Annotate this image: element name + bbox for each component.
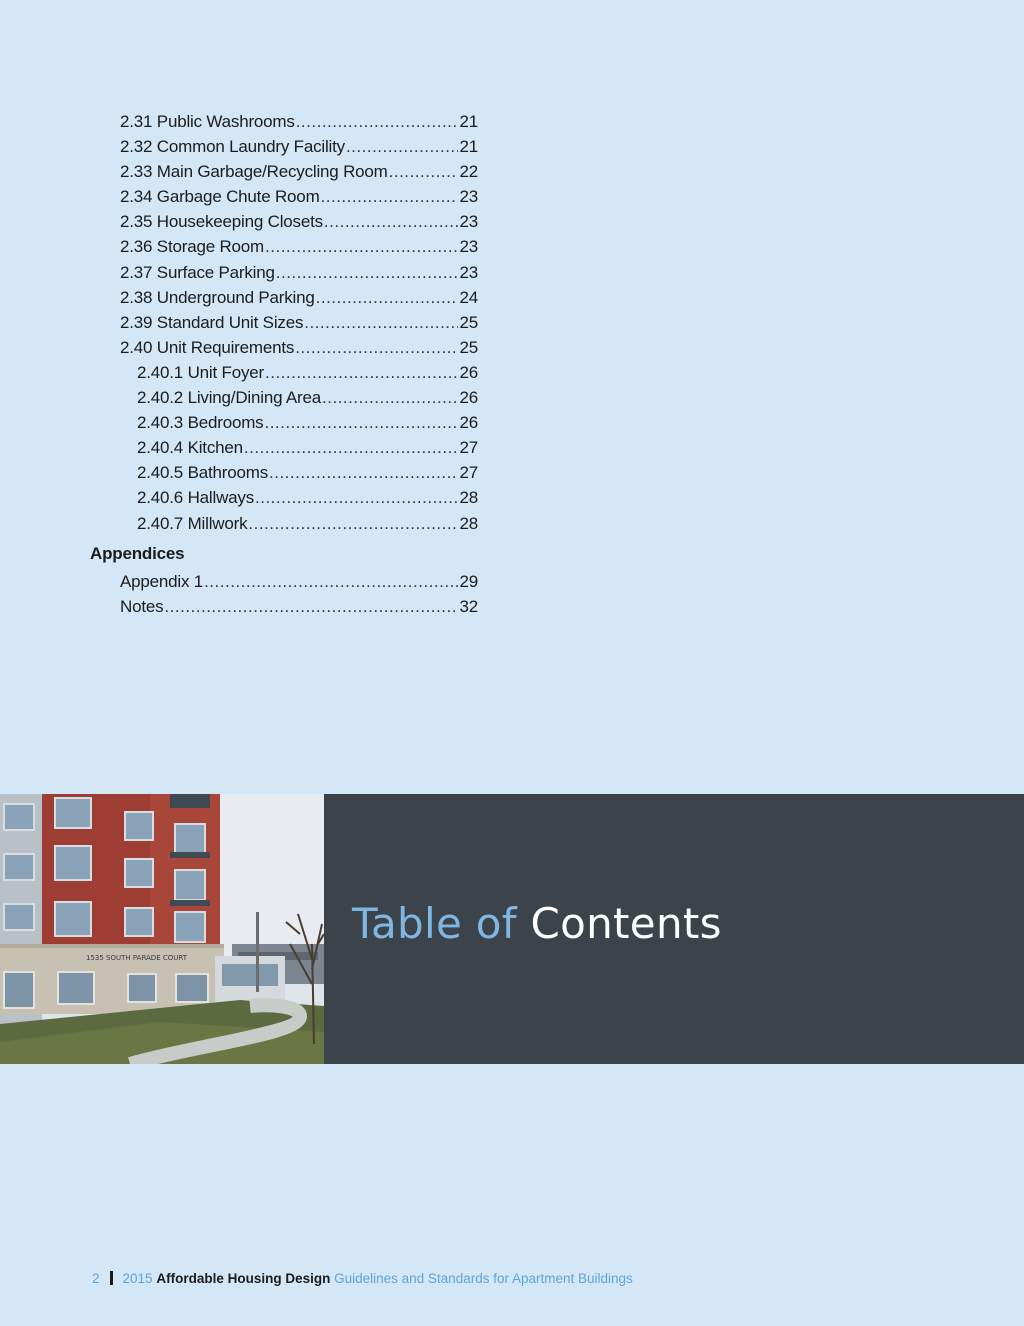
toc-leader-dots — [321, 184, 459, 209]
toc-subentry[interactable] — [90, 511, 478, 536]
footer-divider — [110, 1271, 113, 1285]
building-sign: 1535 SOUTH PARADE COURT — [86, 954, 188, 962]
toc-leader-dots — [389, 159, 459, 184]
toc-leader-dots — [269, 460, 458, 485]
page-title — [352, 900, 722, 948]
toc-entry-page: 23 — [459, 262, 478, 282]
table-of-contents — [90, 109, 478, 619]
toc-leader-dots — [296, 109, 459, 134]
toc-entry-label: 2.40.5 Bathrooms — [137, 463, 268, 483]
toc-entry-label: 2.34 Garbage Chute Room — [120, 187, 320, 207]
toc-entry-page: 28 — [459, 488, 478, 508]
toc-leader-dots — [316, 285, 459, 310]
toc-entry[interactable] — [90, 285, 478, 310]
toc-entry[interactable] — [90, 310, 478, 335]
page-footer — [92, 1271, 633, 1286]
appendices-list — [90, 569, 478, 619]
toc-leader-dots — [164, 594, 458, 619]
toc-entry-label: 2.37 Surface Parking — [120, 262, 275, 282]
building-photo — [0, 794, 324, 1064]
toc-entry-label: Appendix 1 — [120, 571, 204, 591]
toc-entry[interactable] — [90, 159, 478, 184]
toc-entry-page: 22 — [459, 162, 478, 182]
toc-entry-page: 25 — [459, 312, 478, 332]
toc-entry-label: 2.39 Standard Unit Sizes — [120, 312, 304, 332]
toc-entry-page: 27 — [459, 438, 478, 458]
toc-entry[interactable] — [90, 260, 478, 285]
toc-leader-dots — [265, 360, 458, 385]
toc-leader-dots — [204, 569, 458, 594]
toc-entry-label: 2.40.1 Unit Foyer — [137, 362, 264, 382]
toc-subentry[interactable] — [90, 410, 478, 435]
toc-leader-dots — [304, 310, 458, 335]
toc-entry-page: 26 — [459, 362, 478, 382]
toc-section-list — [90, 109, 478, 536]
toc-subentry[interactable] — [90, 360, 478, 385]
toc-entry-page: 21 — [459, 112, 478, 131]
toc-subentry[interactable] — [90, 460, 478, 485]
toc-entry-label: 2.35 Housekeeping Closets — [120, 212, 323, 232]
toc-leader-dots — [276, 260, 459, 285]
toc-entry[interactable] — [90, 209, 478, 234]
toc-subentry[interactable] — [90, 485, 478, 510]
toc-entry-page: 25 — [459, 337, 478, 357]
toc-entry-page: 28 — [459, 513, 478, 533]
toc-entry-page: 24 — [459, 287, 478, 307]
toc-entry-page: 21 — [459, 137, 478, 157]
toc-entry-page: 27 — [459, 463, 478, 483]
toc-leader-dots — [248, 511, 458, 536]
toc-entry-label: 2.40 Unit Requirements — [120, 337, 295, 357]
toc-entry-label: 2.40.2 Living/Dining Area — [137, 388, 322, 408]
toc-leader-dots — [295, 335, 458, 360]
page-number: 2 — [92, 1271, 100, 1286]
title-banner — [0, 794, 1024, 1064]
page-title-main: Contents — [530, 899, 722, 948]
toc-entry-page: 26 — [459, 413, 478, 433]
toc-leader-dots — [322, 385, 458, 410]
toc-entry-page: 23 — [459, 237, 478, 257]
apartment-building-illustration — [0, 794, 324, 1064]
toc-entry[interactable] — [90, 594, 478, 619]
toc-leader-dots — [255, 485, 458, 510]
page-title-accent: Table of — [352, 899, 517, 948]
toc-entry-page: 29 — [459, 571, 478, 591]
toc-entry-label: 2.36 Storage Room — [120, 237, 265, 257]
toc-leader-dots — [244, 435, 459, 460]
appendices-heading: Appendices — [90, 543, 185, 563]
toc-entry-label: Notes — [120, 596, 164, 616]
footer-document-title: Affordable Housing Design — [156, 1271, 331, 1286]
toc-entry-label: 2.31 Public Washrooms — [120, 112, 295, 131]
toc-entry-label: 2.38 Underground Parking — [120, 287, 315, 307]
toc-entry-page: 32 — [459, 596, 478, 616]
toc-entry-label: 2.40.3 Bedrooms — [137, 413, 264, 433]
footer-year: 2015 — [122, 1271, 153, 1286]
toc-entry-page: 23 — [459, 187, 478, 207]
toc-leader-dots — [346, 134, 459, 159]
toc-leader-dots — [264, 410, 458, 435]
footer-document-subtitle: Guidelines and Standards for Apartment Buildings — [334, 1271, 633, 1286]
toc-entry[interactable] — [90, 335, 478, 360]
toc-subentry[interactable] — [90, 385, 478, 410]
toc-entry[interactable] — [90, 134, 478, 159]
toc-entry-label: 2.40.4 Kitchen — [137, 438, 243, 458]
toc-entry[interactable] — [90, 109, 478, 134]
toc-entry-label: 2.32 Common Laundry Facility — [120, 137, 345, 157]
toc-entry[interactable] — [90, 569, 478, 594]
toc-entry-page: 23 — [459, 212, 478, 232]
toc-entry[interactable] — [90, 234, 478, 259]
toc-leader-dots — [265, 234, 458, 259]
toc-entry[interactable] — [90, 184, 478, 209]
toc-entry-page: 26 — [459, 388, 478, 408]
toc-entry-label: 2.40.6 Hallways — [137, 488, 255, 508]
toc-leader-dots — [324, 209, 459, 234]
toc-entry-label: 2.33 Main Garbage/Recycling Room — [120, 162, 388, 182]
toc-subentry[interactable] — [90, 435, 478, 460]
toc-entry-label: 2.40.7 Millwork — [137, 513, 248, 533]
